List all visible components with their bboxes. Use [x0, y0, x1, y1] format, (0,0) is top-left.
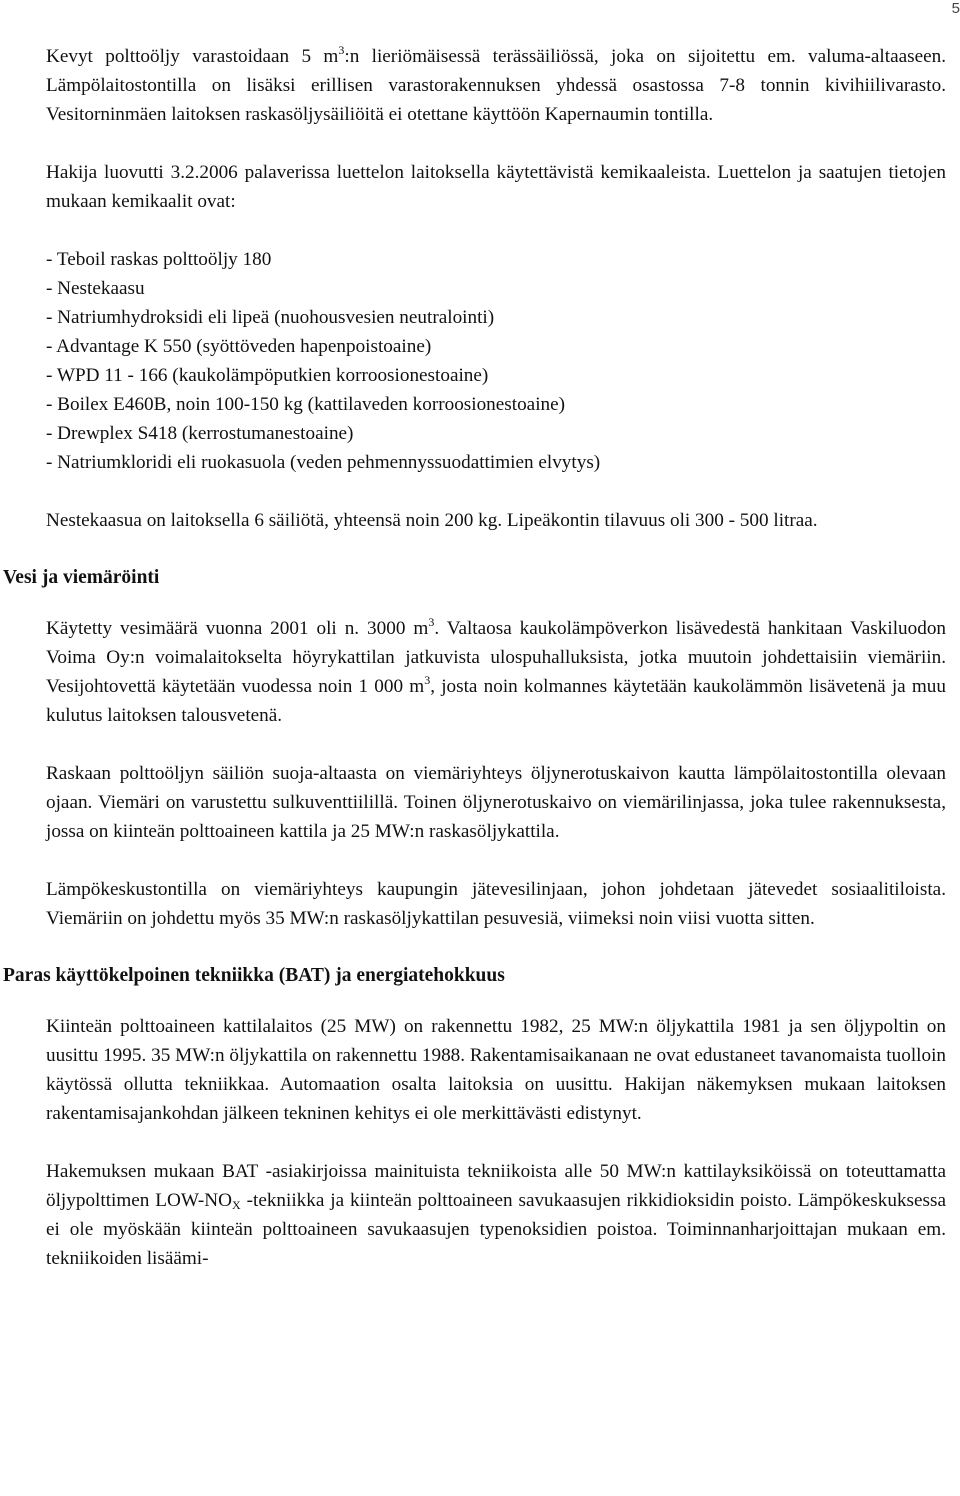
paragraph-boiler-history: Kiinteän polttoaineen kattilalaitos (25 MW) on rakennettu 1982, 25 MW:n öljykattila 1981 ja sen öljypoltin on uusittu 1995. 35 MW:n öljykattila on rakennettu 1988. Rakentamisaikanaan ne ovat edustaneet tavanomaista tuolloin käytössä ollutta tekniikkaa. Automaation osalta laitoksia on uusittu. Hakijan näkemyksen mukaan laitoksen rakentamisajankohdan jälkeen tekninen kehitys ei ole merkittävästi edistynyt.	[46, 1016, 946, 1124]
list-item: - Natriumkloridi eli ruokasuola (veden pehmennyssuodattimien elvytys)	[46, 452, 601, 473]
list-item: - Drewplex S418 (kerrostumanestoaine)	[46, 423, 354, 444]
paragraph-sewer-connection: Lämpökeskustontilla on viemäriyhteys kaupungin jätevesilinjaan, johon johdetaan jätevedet sosiaalitiloista. Viemäriin on johdettu myös 35 MW:n raskasöljykattilan pesuvesiä, viimeksi noin viisi vuotta sitten.	[46, 879, 946, 929]
text-span: . Valtaosa kaukolämpöverkon lisävedestä hankitaan Vaskiluodon Voima Oy:n voimalaitokselta höyrykattilan jatkuvista ulospuhalluksista, jotka muutoin johdettaisiin viemäriin. Vesijohtovettä käytetään vuodessa noin 1 000 m	[46, 618, 947, 697]
superscript: 3	[428, 615, 435, 629]
text-span: , josta noin kolmannes käytetään kaukolämmön lisävetenä ja muu kulutus laitoksen talousvetenä.	[46, 676, 946, 726]
document-body	[3, 42, 947, 1273]
paragraph-gas-tanks: Nestekaasua on laitoksella 6 säiliötä, yhteensä noin 200 kg. Lipeäkontin tilavuus oli 300 - 500 litraa.	[46, 510, 818, 531]
chemical-list	[46, 245, 946, 477]
list-item: - Advantage K 550 (syöttöveden hapenpoistoaine)	[46, 336, 432, 357]
section-heading-water: Vesi ja viemäröinti	[3, 567, 160, 588]
superscript: 3	[338, 43, 345, 57]
text-span: :n lieriömäisessä terässäiliössä, joka on sijoitettu em. valuma-altaaseen. Lämpölaitostontilla on lisäksi erillisen varastorakennuksen yhdessä osastossa 7-8 tonnin kivihiilivarasto. Vesitorninmäen laitoksen raskasöljysäiliöitä ei otettane käyttöön Kapernaumin tontilla.	[46, 46, 946, 125]
paragraph-fuel-storage	[46, 42, 946, 129]
page-number: 5	[951, 0, 960, 17]
paragraph-chemicals-intro: Hakija luovutti 3.2.2006 palaverissa luettelon laitoksella käytettävistä kemikaaleista. Luettelon ja saatujen tietojen mukaan kemikaalit ovat:	[46, 162, 946, 212]
text-span: Hakemuksen mukaan BAT -asiakirjoissa mainituista tekniikoista alle 50 MW:n kattilayksiköissä on toteuttamatta öljypolttimen LOW-NO	[46, 1161, 946, 1211]
paragraph-water-usage	[46, 614, 946, 730]
paragraph-sewer-oil-separator: Raskaan polttoöljyn säiliön suoja-altaasta on viemäriyhteys öljynerotuskaivon kautta lämpölaitostontilla olevaan ojaan. Viemäri on varustettu sulkuventtiilillä. Toinen öljynerotuskaivo on viemärilinjassa, joka tulee rakennuksesta, jossa on kiinteän polttoaineen kattila ja 25 MW:n raskasöljykattila.	[46, 763, 946, 842]
section-heading-bat: Paras käyttökelpoinen tekniikka (BAT) ja energiatehokkuus	[3, 965, 505, 986]
paragraph-bat-gaps	[46, 1157, 946, 1273]
text-span: -tekniikka ja kiinteän polttoaineen savukaasujen rikkidioksidin poisto. Lämpökeskuksessa ei ole myöskään kiinteän polttoaineen savukaasujen typenoksidien poistoa. Toiminnanharjoittajan mukaan em. tekniikoiden lisäämi-	[46, 1190, 946, 1269]
list-item: - WPD 11 - 166 (kaukolämpöputkien korroosionestoaine)	[46, 365, 489, 386]
superscript: 3	[424, 673, 431, 687]
text-span: Käytetty vesimäärä vuonna 2001 oli n. 3000 m	[46, 618, 429, 639]
list-item: - Teboil raskas polttoöljy 180	[46, 249, 272, 270]
list-item: - Natriumhydroksidi eli lipeä (nuohousvesien neutralointi)	[46, 307, 495, 328]
text-span: Kevyt polttoöljy varastoidaan 5 m	[46, 46, 339, 67]
list-item: - Boilex E460B, noin 100-150 kg (kattilaveden korroosionestoaine)	[46, 394, 566, 415]
subscript: X	[232, 1198, 241, 1212]
list-item: - Nestekaasu	[46, 278, 145, 299]
